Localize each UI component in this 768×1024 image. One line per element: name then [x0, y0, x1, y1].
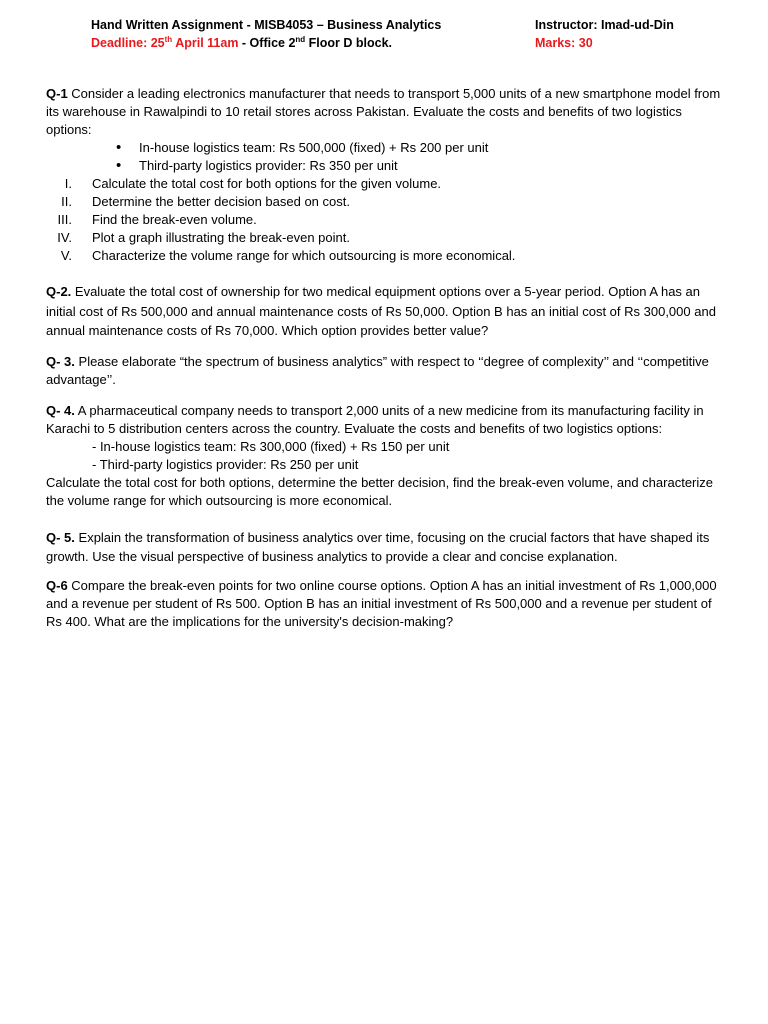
option-item: • In-house logistics team: Rs 500,000 (fixed) + Rs 200 per unit — [116, 139, 726, 157]
question-closing: Calculate the total cost for both options, determine the better decision, find the break-even volume, and characterize the volume range for which outsourcing is more economical. — [46, 474, 713, 508]
questions-section — [46, 85, 726, 631]
question-text: A pharmaceutical company needs to transport 2,000 units of a new medicine from its manufacturing facility in Karachi to 5 distribution centers across the country. Evaluate the costs and benefits of two logistics options: — [46, 402, 704, 436]
task-item: I. Calculate the total cost for both options for the given volume. — [64, 176, 442, 191]
option-list — [46, 438, 726, 474]
question-text: Consider a leading electronics manufacturer that needs to transport 5,000 units of a new smartphone model from its warehouse in Rawalpindi to 10 retail stores across Pakistan. Evaluate the costs and benefits of two logistics options: — [46, 86, 721, 137]
header-row-1 — [91, 16, 721, 34]
deadline: Deadline: 25th April 11am — [91, 34, 239, 50]
option-list — [46, 139, 726, 175]
question-label: Q-2. — [46, 284, 72, 299]
task-item: II. Determine the better decision based on cost. — [61, 194, 350, 209]
option-item: - In-house logistics team: Rs 300,000 (fixed) + Rs 150 per unit — [92, 438, 450, 454]
question-text: Compare the break-even points for two online course options. Option A has an initial investment of Rs 1,000,000 and a revenue per student of Rs 500. Option B has an initial investment of Rs 500,000 and a revenue per student of Rs 400. What are the implications for the university's decision-making? — [46, 577, 717, 629]
question-4 — [46, 402, 726, 510]
task-list — [46, 175, 726, 265]
question-label: Q- 3. — [46, 353, 75, 369]
office-location: - Office 2nd Floor D block. — [238, 34, 393, 50]
assignment-title: Hand Written Assignment - MISB4053 – Business Analytics — [91, 18, 442, 32]
question-5 — [46, 528, 726, 567]
instructor-name: Instructor: Imad-ud-Din — [535, 18, 674, 32]
task-item: V. Characterize the volume range for which outsourcing is more economical. — [60, 248, 516, 263]
task-item: IV. Plot a graph illustrating the break-even point. — [57, 230, 350, 245]
option-item: - Third-party logistics provider: Rs 250 per unit — [92, 456, 359, 472]
document-header — [91, 16, 721, 52]
question-label: Q-6 — [46, 577, 68, 593]
question-6 — [46, 577, 726, 631]
question-text: Explain the transformation of business analytics over time, focusing on the crucial factors that have shaped its growth. Use the visual perspective of business analytics to provide a clear and concise explanation. — [46, 529, 710, 564]
question-text: Please elaborate “the spectrum of business analytics” with respect to ‘‘degree of complexity’’ and ‘‘competitive advantage’’. — [46, 353, 709, 387]
question-label: Q-1 — [46, 86, 68, 101]
question-text: Evaluate the total cost of ownership for two medical equipment options over a 5-year period. Option A has an initial cost of Rs 500,000 and annual maintenance costs of Rs 50,000. Option B has an initial cost of Rs 300,000 and annual maintenance costs of Rs 70,000. Which option provides better value? — [46, 284, 716, 338]
question-1 — [46, 85, 726, 265]
question-label: Q- 5. — [46, 529, 75, 545]
header-row-2 — [91, 34, 721, 52]
marks: Marks: 30 — [535, 36, 593, 50]
question-3 — [46, 353, 726, 389]
option-item: • Third-party logistics provider: Rs 350 per unit — [116, 157, 726, 175]
question-2 — [46, 282, 726, 341]
question-label: Q- 4. — [46, 402, 75, 418]
task-item: III. Find the break-even volume. — [57, 212, 257, 227]
